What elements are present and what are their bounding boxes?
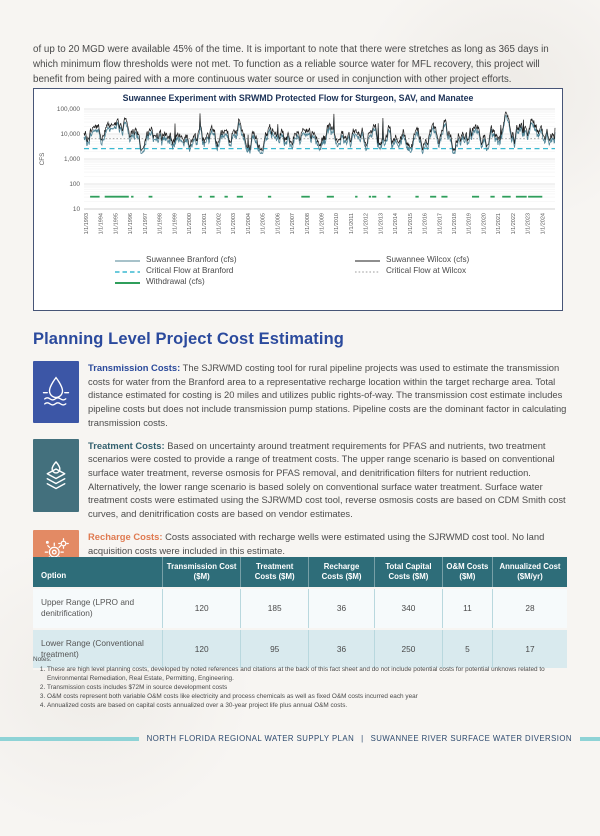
legend-entry xyxy=(114,255,354,266)
transmission-costs-label: Transmission Costs: xyxy=(88,362,181,373)
value-cell: 11 xyxy=(442,588,492,628)
transmission-water-icon xyxy=(33,361,79,423)
cost-sections xyxy=(33,361,567,572)
legend-swatch-line xyxy=(114,258,141,264)
legend-entry xyxy=(354,266,469,277)
column-header: Annualized Cost ($M/yr) xyxy=(492,557,567,588)
svg-text:1/1/2010: 1/1/2010 xyxy=(334,213,341,235)
transmission-costs-item xyxy=(33,361,567,430)
chart-legend xyxy=(34,255,562,288)
svg-text:1/1/2019: 1/1/2019 xyxy=(466,213,473,235)
note-item: 3. O&M costs represent both variable O&M costs like electricity and process chemicals as well as fixed O&M costs incurred each year xyxy=(47,692,575,701)
option-cell: Lower Range (Conventional treatment) xyxy=(33,629,163,669)
svg-text:1/1/2001: 1/1/2001 xyxy=(201,213,208,235)
svg-text:1/1/2022: 1/1/2022 xyxy=(510,213,517,235)
column-header: Recharge Costs ($M) xyxy=(309,557,375,588)
legend-column xyxy=(354,255,469,288)
svg-text:1/1/2002: 1/1/2002 xyxy=(216,213,223,235)
recharge-costs-body: Costs associated with recharge wells were estimated using the SJRWMD cost tool. No land acquisition costs were included in this estimate. xyxy=(88,530,545,556)
footer-text xyxy=(147,734,572,743)
chart-title: Suwannee Experiment with SRWMD Protected Flow for Sturgeon, SAV, and Manatee xyxy=(122,93,474,103)
section-heading: Planning Level Project Cost Estimating xyxy=(33,330,344,348)
table-header-row xyxy=(33,557,567,588)
footer-plan-name: NORTH FLORIDA REGIONAL WATER SUPPLY PLAN xyxy=(146,734,355,743)
option-cell: Upper Range (LPRO and denitrification) xyxy=(33,588,163,628)
recharge-costs-label: Recharge Costs: xyxy=(88,530,163,542)
legend-label: Withdrawal (cfs) xyxy=(146,277,205,287)
svg-text:1/1/2024: 1/1/2024 xyxy=(540,213,547,235)
svg-text:100: 100 xyxy=(69,181,80,189)
svg-text:10: 10 xyxy=(72,206,80,214)
value-cell: 36 xyxy=(309,588,375,628)
svg-text:1/1/1993: 1/1/1993 xyxy=(84,213,90,235)
legend-swatch-line xyxy=(354,258,381,264)
svg-text:1/1/2020: 1/1/2020 xyxy=(481,213,488,235)
table-row xyxy=(33,588,567,628)
value-cell: 185 xyxy=(241,588,309,628)
svg-text:1/1/2023: 1/1/2023 xyxy=(525,212,532,235)
svg-text:1/1/2008: 1/1/2008 xyxy=(304,213,311,235)
value-cell: 120 xyxy=(163,629,241,669)
svg-text:1/1/2021: 1/1/2021 xyxy=(496,213,503,235)
cost-table-header xyxy=(33,557,567,588)
column-header: Option xyxy=(33,557,163,588)
recharge-costs-text xyxy=(88,530,567,557)
value-cell: 17 xyxy=(492,629,567,669)
svg-text:100,000: 100,000 xyxy=(56,106,80,114)
svg-text:1/1/1998: 1/1/1998 xyxy=(157,213,164,235)
value-cell: 120 xyxy=(163,588,241,628)
svg-text:1/1/2013: 1/1/2013 xyxy=(378,213,385,235)
legend-entry xyxy=(354,255,469,266)
flow-chart-svg xyxy=(34,104,561,254)
column-header: Transmission Cost ($M) xyxy=(163,557,241,588)
svg-text:1/1/2003: 1/1/2003 xyxy=(231,213,238,235)
svg-text:1,000: 1,000 xyxy=(64,156,80,164)
legend-label: Suwannee Wilcox (cfs) xyxy=(386,255,470,265)
footer-separator: | xyxy=(361,734,364,743)
svg-text:1/1/2009: 1/1/2009 xyxy=(319,213,326,235)
transmission-costs-text xyxy=(88,361,567,430)
svg-text:1/1/2016: 1/1/2016 xyxy=(422,213,429,235)
svg-text:1/1/2004: 1/1/2004 xyxy=(245,213,252,235)
flow-chart-panel xyxy=(33,88,563,311)
note-item: 4. Annualized costs are based on capital costs annualized over a 30-year project life plus annual O&M costs. xyxy=(47,701,575,710)
column-header: Treatment Costs ($M) xyxy=(241,557,309,588)
value-cell: 340 xyxy=(375,588,443,628)
svg-text:1/1/1994: 1/1/1994 xyxy=(98,213,105,235)
svg-text:CFS: CFS xyxy=(39,152,46,166)
value-cell: 36 xyxy=(309,629,375,669)
svg-text:1/1/2000: 1/1/2000 xyxy=(187,213,193,235)
svg-text:1/1/2018: 1/1/2018 xyxy=(452,213,458,235)
svg-text:1/1/1995: 1/1/1995 xyxy=(113,213,120,235)
value-cell: 95 xyxy=(241,629,309,669)
svg-text:10,000: 10,000 xyxy=(60,131,80,139)
legend-swatch-line xyxy=(114,269,141,275)
svg-text:1/1/2015: 1/1/2015 xyxy=(407,213,414,235)
svg-text:1/1/1999: 1/1/1999 xyxy=(172,213,179,235)
note-item: 1. These are high level planning costs, developed by noted references and citations at the back of this fact sheet and do not include potential costs for potential unknows related to Environmental Remediation, Real Estate, Permitting, Engineering. xyxy=(47,665,575,683)
treatment-costs-text xyxy=(88,439,567,521)
legend-column xyxy=(114,255,354,288)
svg-text:1/1/2012: 1/1/2012 xyxy=(363,213,370,235)
treatment-costs-item xyxy=(33,439,567,521)
cost-table xyxy=(33,557,567,670)
value-cell: 250 xyxy=(375,629,443,669)
column-header: Total Capital Costs ($M) xyxy=(375,557,443,588)
footer-left-bar xyxy=(0,737,139,741)
svg-text:1/1/2007: 1/1/2007 xyxy=(290,213,297,235)
treatment-costs-body: Based on uncertainty around treatment requirements for PFAS and nutrients, two treatment scenarios were costed to provide a range of treatment costs. The upper range scenario is based on conventional surface water treatment, reverse osmosis for PFAS removal, and denitrification filters for nutrient reduction. Alternatively, the lower range scenario is based solely on conventional surface water treatment. Surface water treatment costs were estimated using the SJRWMD cost tool, reverse osmosis costs are based on CDM Smith cost curves, and denitrification costs are based on vendor estimates. xyxy=(88,439,566,520)
footer-right-bar xyxy=(580,737,600,741)
svg-text:1/1/1996: 1/1/1996 xyxy=(128,213,135,235)
intro-paragraph: of up to 20 MGD were available 45% of the time. It is important to note that there were stretches as long as 365 days in which minimum flow thresholds were not met. To function as a reliable source water for MFL recovery, this project will benefit from being paired with a more continuous water source or used in conjunction with other project efforts. xyxy=(33,43,549,86)
column-header: O&M Costs ($M) xyxy=(442,557,492,588)
legend-label: Critical Flow at Branford xyxy=(146,266,234,276)
legend-label: Critical Flow at Wilcox xyxy=(386,266,467,276)
svg-text:1/1/1997: 1/1/1997 xyxy=(142,213,149,235)
svg-text:1/1/2011: 1/1/2011 xyxy=(348,213,355,235)
transmission-costs-body: The SJRWMD costing tool for rural pipeline projects was used to estimate the transmission costs for water from the Branford area to a representative recharge location within the target recharge area. Total distance estimated for costing is 20 miles and utilizes public rights-of-way. The transmission cost estimate includes pipeline costs but does not include transmission pump stations. Pipeline costs are the dominant factor in calculating transmission costs. xyxy=(88,362,567,428)
legend-label: Suwannee Branford (cfs) xyxy=(146,255,237,265)
notes-block xyxy=(33,655,575,711)
footer-project-name: SUWANNEE RIVER SURFACE WATER DIVERSION xyxy=(370,734,572,743)
legend-entry xyxy=(114,266,354,277)
legend-swatch-line xyxy=(354,269,381,275)
note-item: 2. Transmission costs includes $72M in source development costs xyxy=(47,683,575,692)
svg-text:1/1/2017: 1/1/2017 xyxy=(437,213,444,235)
svg-text:1/1/2006: 1/1/2006 xyxy=(275,212,282,235)
legend-entry xyxy=(114,277,354,288)
treatment-costs-label: Treatment Costs: xyxy=(88,439,165,451)
treatment-filter-icon xyxy=(33,439,79,512)
notes-list xyxy=(33,665,575,710)
svg-text:1/1/2014: 1/1/2014 xyxy=(393,213,400,235)
value-cell: 28 xyxy=(492,588,567,628)
value-cell: 5 xyxy=(442,629,492,669)
page-footer xyxy=(0,734,600,743)
svg-text:1/1/2005: 1/1/2005 xyxy=(260,213,267,235)
legend-swatch-line xyxy=(114,280,141,286)
notes-title: Notes: xyxy=(33,656,52,663)
